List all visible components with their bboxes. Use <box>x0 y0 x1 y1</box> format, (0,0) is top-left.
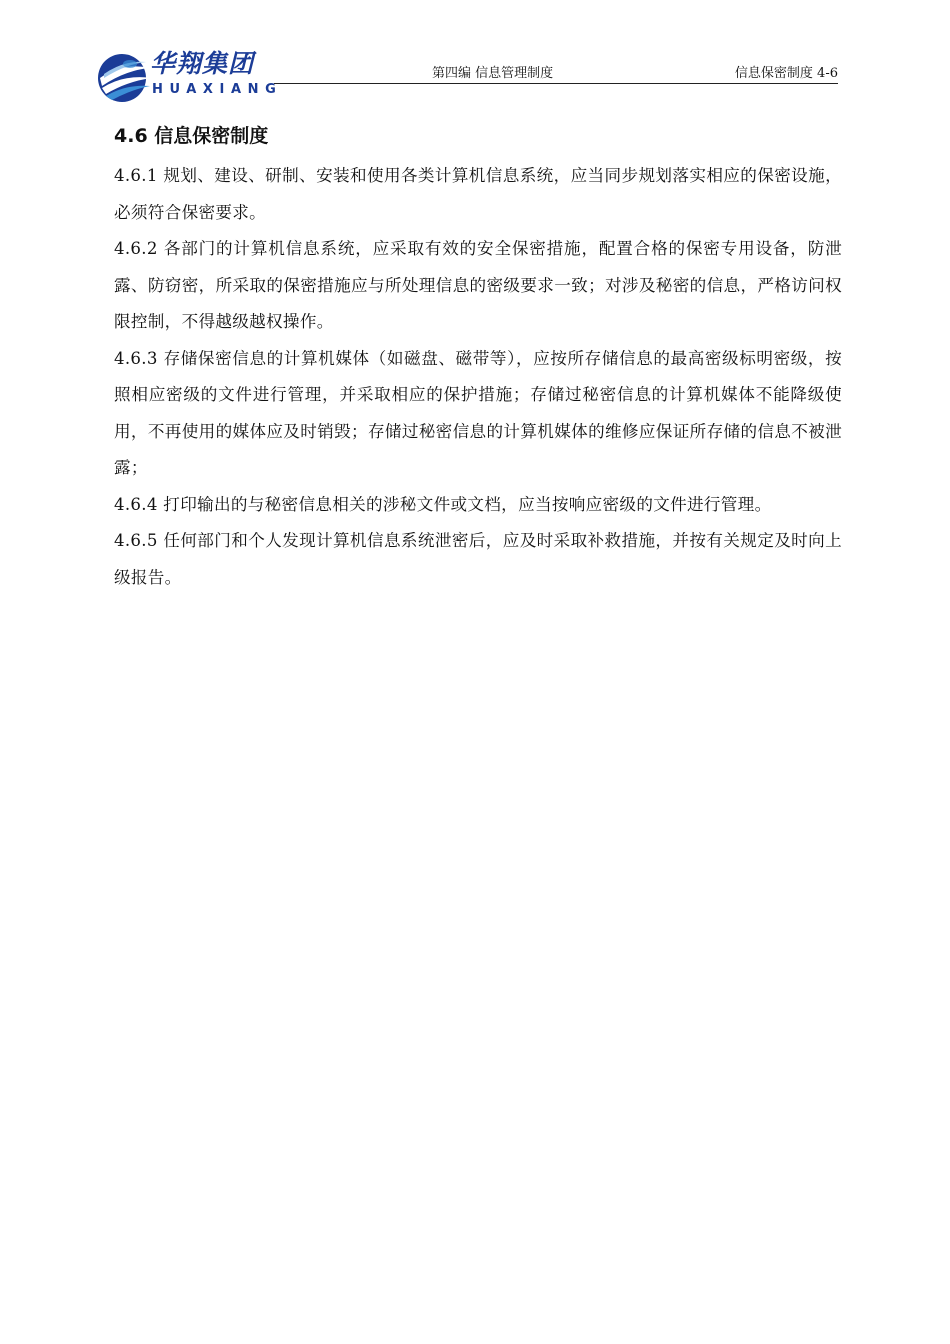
header-divider <box>274 83 838 84</box>
section-title: 4.6 信息保密制度 <box>114 125 269 147</box>
clause-4-6-1: 4.6.1 规划、建设、研制、安装和使用各类计算机信息系统，应当同步规划落实相应的保密设施，必须符合保密要求。 <box>114 166 842 222</box>
logo-english-name: HUAXIANG <box>152 82 283 97</box>
logo-chinese-name: 华翔集团 <box>150 49 255 78</box>
clause-4-6-2: 4.6.2 各部门的计算机信息系统，应采取有效的安全保密措施，配置合格的保密专用设备，防泄露、防窃密，所采取的保密措施应与所处理信息的密级要求一致；对涉及秘密的信息，严格访问权限控制，不得越级越权操作。 <box>114 239 842 331</box>
page-header <box>96 44 838 106</box>
clause-4-6-3: 4.6.3 存储保密信息的计算机媒体（如磁盘、磁带等），应按所存储信息的最高密级标明密级，按照相应密级的文件进行管理，并采取相应的保护措施；存储过秘密信息的计算机媒体不能降级使用，不再使用的媒体应及时销毁；存储过秘密信息的计算机媒体的维修应保证所存储的信息不被泄露； <box>114 348 842 477</box>
header-chapter-title: 第四编 信息管理制度 <box>432 66 554 81</box>
company-logo <box>96 44 286 106</box>
clause-4-6-5: 4.6.5 任何部门和个人发现计算机信息系统泄密后，应及时采取补救措施，并按有关规定及时向上级报告。 <box>114 531 842 587</box>
globe-swoosh-icon <box>96 48 154 106</box>
clause-4-6-4: 4.6.4 打印输出的与秘密信息相关的涉秘文件或文档，应当按响应密级的文件进行管理。 <box>114 494 772 514</box>
header-section-ref: 信息保密制度 4-6 <box>734 66 838 81</box>
document-body <box>114 120 842 596</box>
